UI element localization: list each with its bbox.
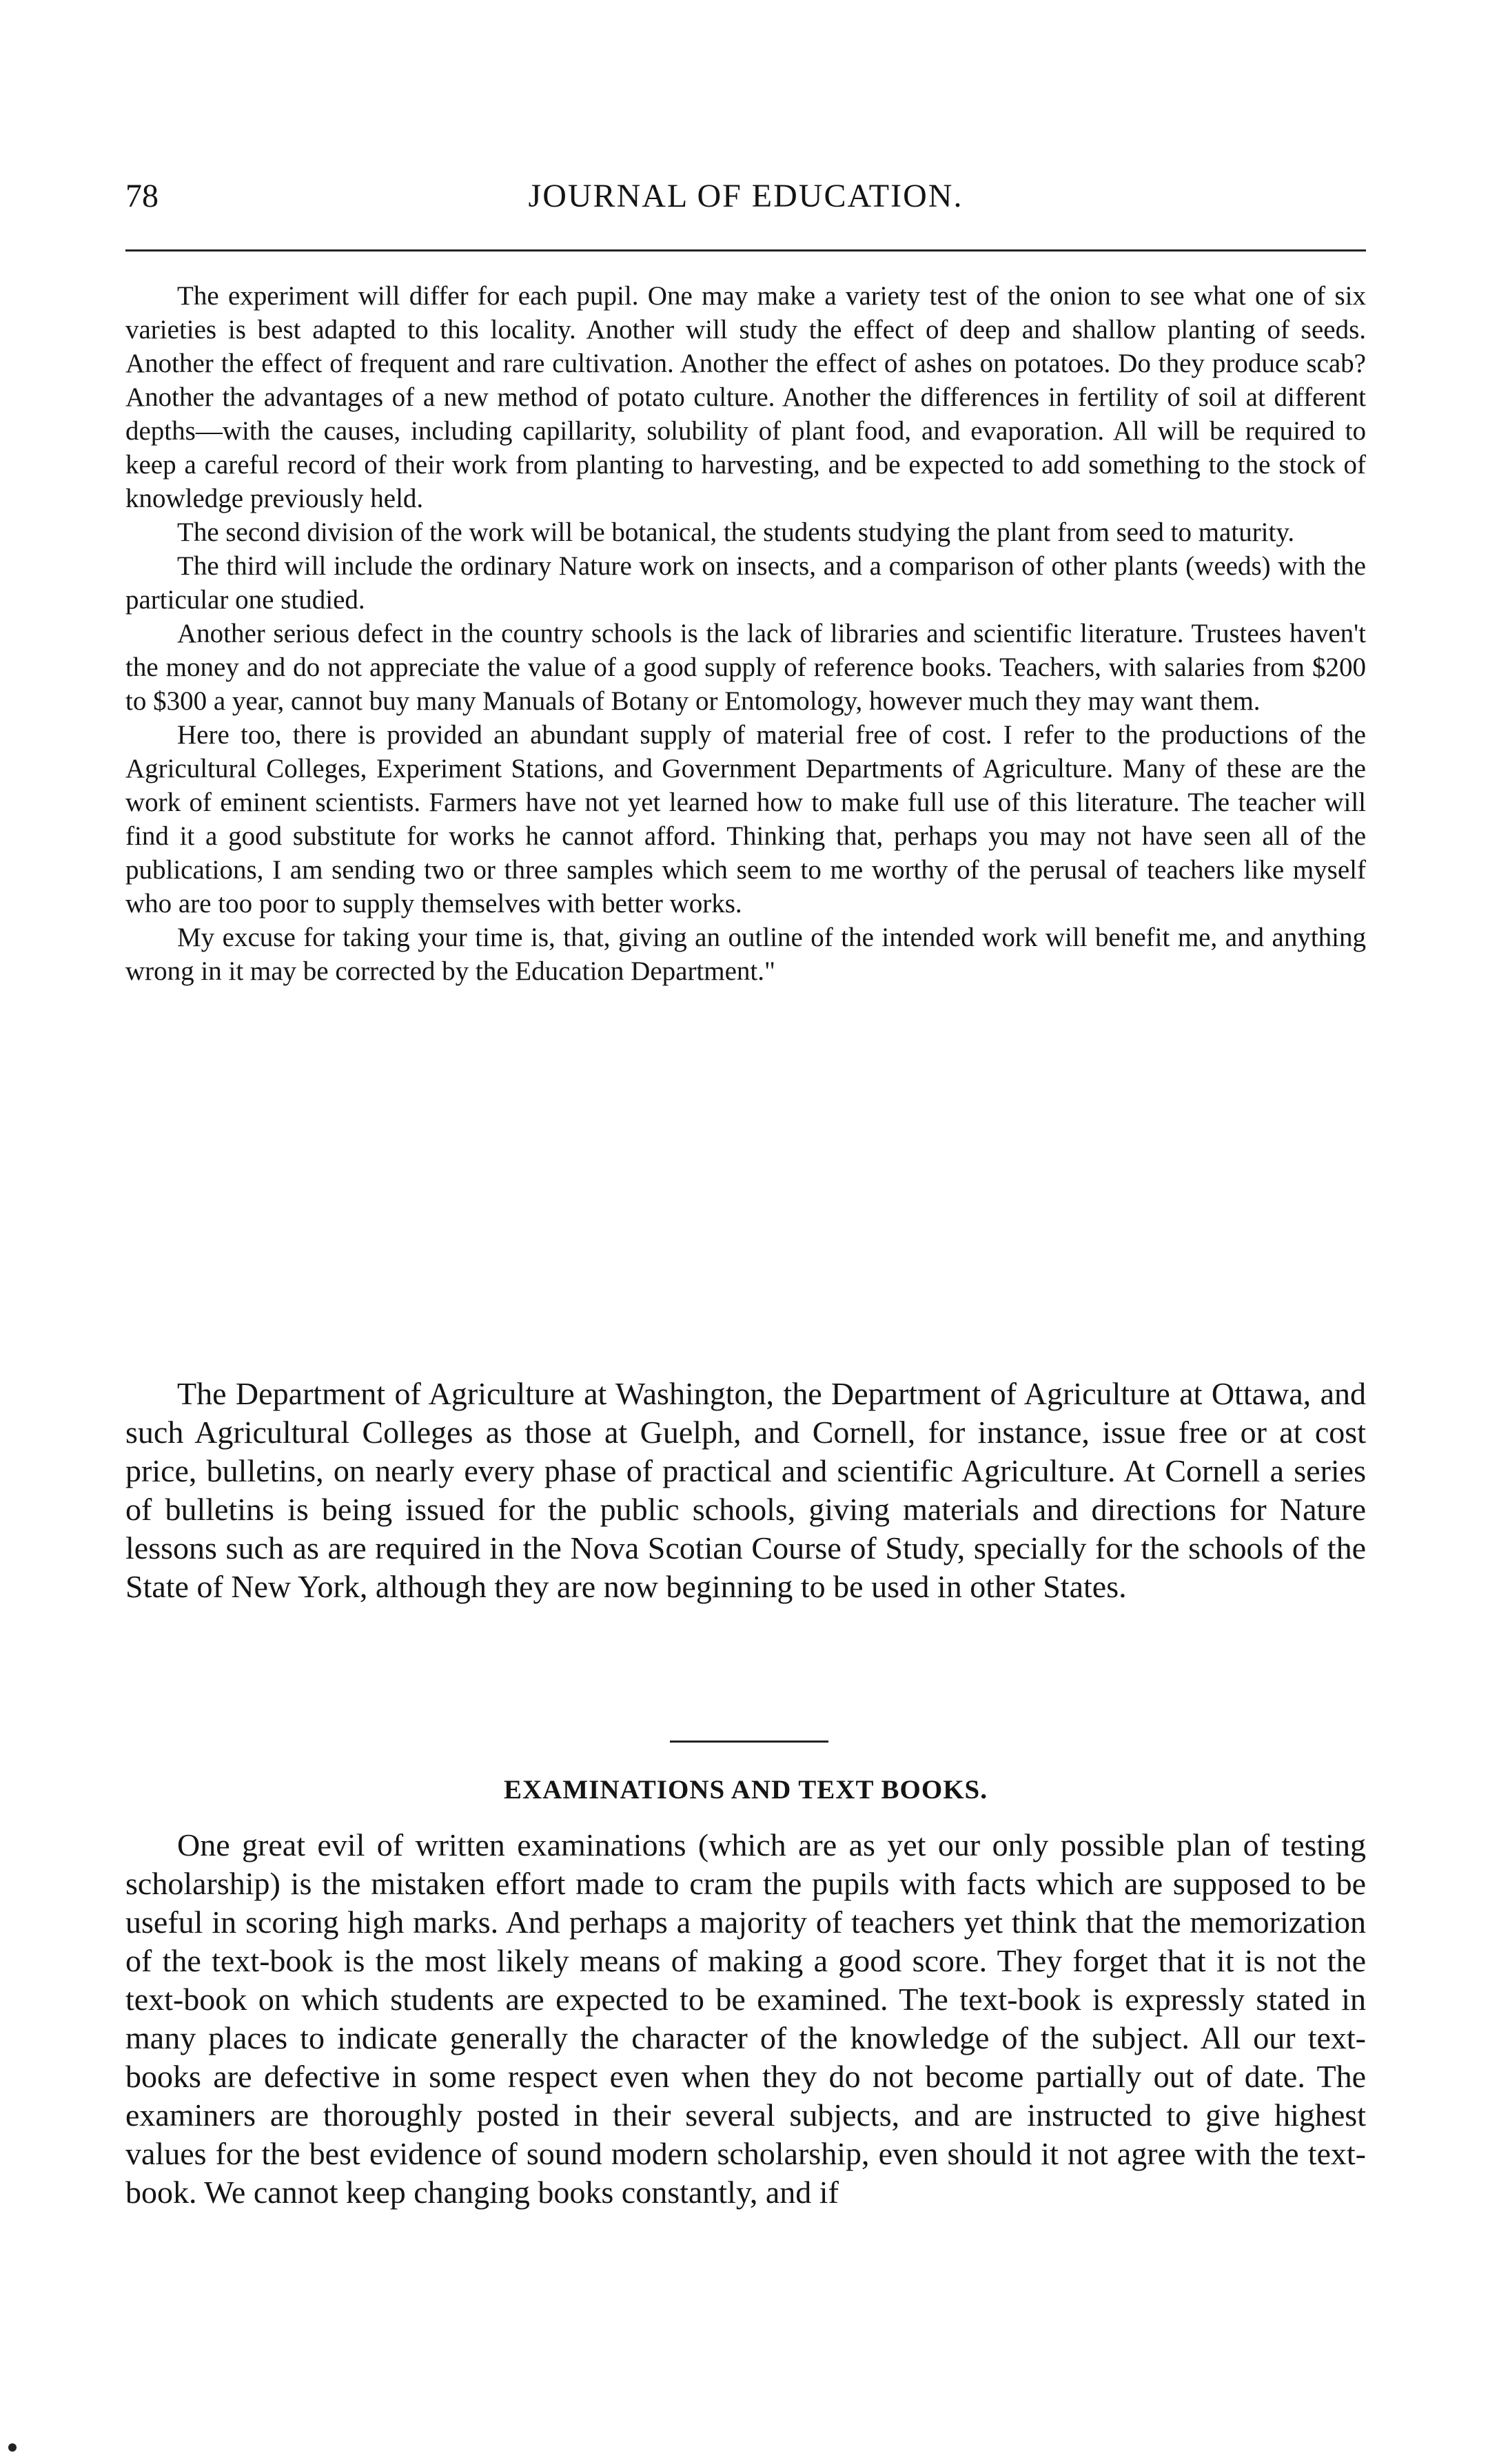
letter-paragraph: The experiment will differ for each pupil. One may make a variety test of the onion to see what one of six varieties is best adapted to this locality. Another will study the effect of deep and shallow planting of seeds. Another the effect of frequent and rare cultivation. Another the effect of ashes on potatoes. Do they produce scab? Another the advantages of a new method of potato culture. Another the differences in fertility of soil at different depths—with the causes, including capillarity, solubility of plant food, and evaporation. All will be required to keep a careful record of their work from planting to harvesting, and be expected to add something to the stock of knowledge previously held.: [125, 281, 1366, 513]
page-header: [125, 172, 1366, 220]
quoted-letter: [125, 279, 1366, 988]
body-paragraph: One great evil of written examinations (which are as yet our only possible plan of testing scholarship) is the mistaken effort made to cram the pupils with facts which are supposed to be useful in scoring high marks. And perhaps a majority of teachers yet think that the memorization of the text-book is the most likely means of making a good score. They forget that it is not the text-book on which students are expected to be examined. The text-book is expressly stated in many places to indicate generally the character of the knowledge of the subject. All our text-books are defective in some respect even when they do not become partially out of date. The examiners are thoroughly posted in their several subjects, and are instructed to give highest values for the best evidence of sound modern scholarship, even should it not agree with the text-book. We cannot keep changing books constantly, and if: [125, 1827, 1366, 2210]
letter-paragraph: Here too, there is provided an abundant supply of material free of cost. I refer to the productions of the Agricultural Colleges, Experiment Stations, and Government Departments of Agriculture. Many of these are the work of eminent scientists. Farmers have not yet learned how to make full use of this literature. The teacher will find it a good substitute for works he cannot afford. Thinking that, perhaps you may not have seen all of the publications, I am sending two or three samples which seem to me worthy of the perusal of teachers like myself who are too poor to supply themselves with better works.: [125, 720, 1366, 918]
running-title: JOURNAL OF EDUCATION.: [528, 178, 963, 214]
section-heading: EXAMINATIONS AND TEXT BOOKS.: [504, 1775, 988, 1805]
letter-paragraph: My excuse for taking your time is, that, giving an outline of the intended work will benefit me, and anything wrong in it may be corrected by the Education Department.": [125, 923, 1366, 986]
editorial-text: [125, 1375, 1366, 1606]
book-page: [125, 0, 1366, 2464]
letter-paragraph: The second division of the work will be botanical, the students studying the plant from seed to maturity.: [177, 517, 1295, 547]
section-divider: [670, 1741, 828, 1743]
body-paragraph: The Department of Agriculture at Washington, the Department of Agriculture at Ottawa, and such Agricultural Colleges as those at Guelph, and Cornell, for instance, issue free or at cost price, bulletins, on nearly every phase of practical and scientific Agriculture. At Cornell a series of bulletins is being issued for the public schools, giving materials and directions for Nature lessons such as are required in the Nova Scotian Course of Study, specially for the schools of the State of New York, although they are now beginning to be used in other States.: [125, 1376, 1366, 1604]
section-body: [125, 1826, 1366, 2212]
letter-paragraph: The third will include the ordinary Nature work on insects, and a comparison of other plants (weeds) with the particular one studied.: [125, 551, 1366, 615]
letter-paragraph: Another serious defect in the country schools is the lack of libraries and scientific literature. Trustees haven't the money and do not appreciate the value of a good supply of reference books. Teachers, with salaries from $200 to $300 a year, cannot buy many Manuals of Botany or Entomology, however much they may want them.: [125, 619, 1366, 716]
header-rule: [125, 249, 1366, 251]
page-number: 78: [125, 178, 159, 214]
print-speck: [8, 2443, 17, 2452]
